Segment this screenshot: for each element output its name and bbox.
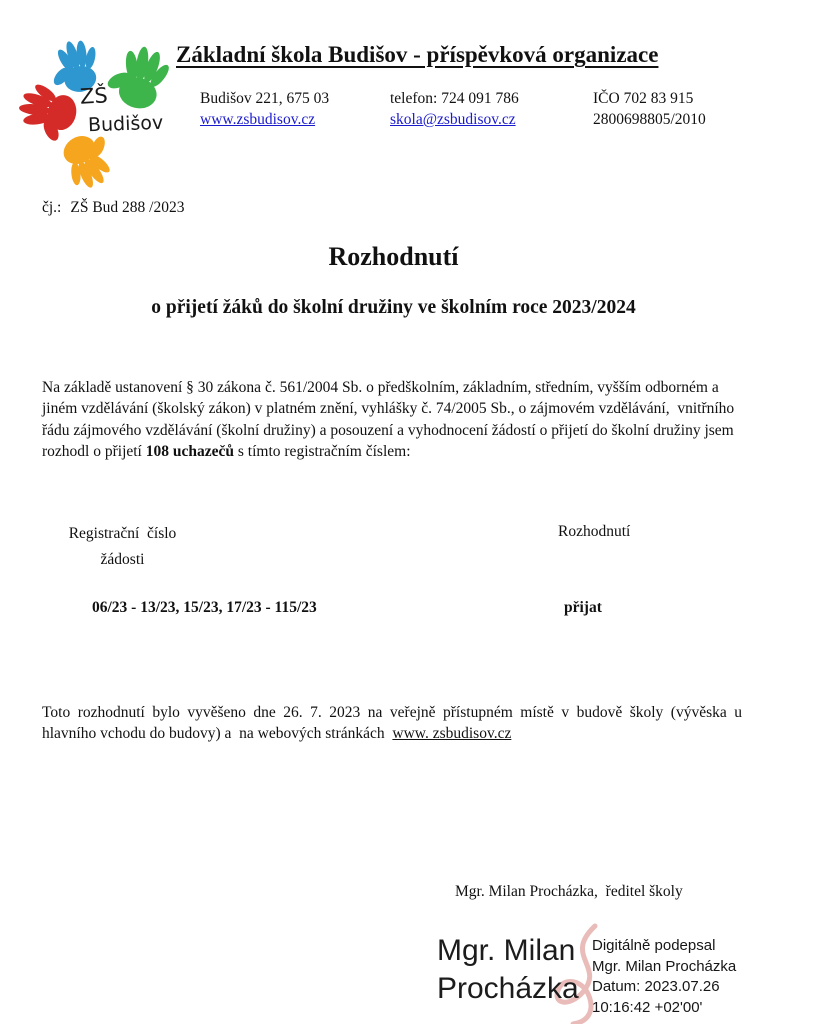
digital-signature-details [592,936,736,1018]
document-title: Rozhodnutí [328,242,459,271]
reference-value: ZŠ Bud 288 /2023 [70,199,185,216]
signature-detail-date: Datum: 2023.07.26 [592,978,720,995]
digital-signature-name [437,932,579,1008]
digital-signature-name-line2: Procházka [437,972,579,1005]
publication-notice [42,702,742,745]
table-header-registration-line1: Registrační číslo [68,525,177,542]
contact-column-address [200,88,329,130]
green-hand-icon [100,39,175,114]
signature-detail-action: Digitálně podepsal [592,937,716,954]
email-link[interactable]: skola@zsbudisov.cz [390,111,516,128]
school-bank-account: 2800698805/2010 [593,111,706,128]
digital-signature-name-line1: Mgr. Milan [437,934,576,967]
document-subtitle: o přijetí žáků do školní družiny ve školním roce 2023/2024 [151,297,636,318]
school-ico: IČO 702 83 915 [593,90,694,107]
reference-number-line [42,199,184,217]
logo-text-budisov: Budišov [87,111,164,137]
accepted-count: 108 uchazečů [145,442,235,460]
table-header-registration-number [50,521,195,573]
typed-signature-line: Mgr. Milan Procházka, ředitel školy [455,883,683,900]
table-row-registration-numbers: 06/23 - 13/23, 15/23, 17/23 - 115/23 [92,599,317,616]
website-link[interactable]: www.zsbudisov.cz [200,111,316,128]
reference-label: čj.: [42,199,62,216]
school-address: Budišov 221, 675 03 [200,90,330,107]
school-logo [14,34,186,192]
table-header-decision: Rozhodnutí [558,523,631,540]
school-name: Základní škola Budišov - příspěvková organizace [176,42,659,67]
table-row-decision: přijat [564,599,602,616]
contact-column-phone [390,88,519,130]
table-header-registration-line2: žádosti [100,551,145,568]
contact-column-ico [593,88,706,130]
notice-text: Toto rozhodnutí bylo vyvěšeno dne 26. 7. 2023 na veřejně přístupném místě v budově školy (vývěska u hlavního vchodu do budovy) a na webových stránkách [42,704,742,743]
school-phone: telefon: 724 091 786 [390,90,519,107]
intro-paragraph [42,377,740,462]
notice-website-link[interactable]: www. zsbudisov.cz [392,725,512,743]
intro-text-after: s tímto registračním číslem: [234,442,411,460]
signature-detail-time: 10:16:42 +02'00' [592,998,703,1016]
intro-text-before: Na základě ustanovení § 30 zákona č. 561/2004 Sb. o předškolním, základním, středním, vyšším odborném a jiném vzdělávání (školský zákon) v platném znění, vyhlášky č. 74/2005 Sb., o zájmovém vzdělávání, vnitřního řádu zájmového vzdělávání (školní družiny) a posouzení a vyhodnocení žádostí o přijetí do školní družiny jsem rozhodl o přijetí [42,379,735,460]
logo-text-zs: ZŠ [79,83,109,109]
signature-detail-signer: Mgr. Milan Procházka [592,957,737,975]
